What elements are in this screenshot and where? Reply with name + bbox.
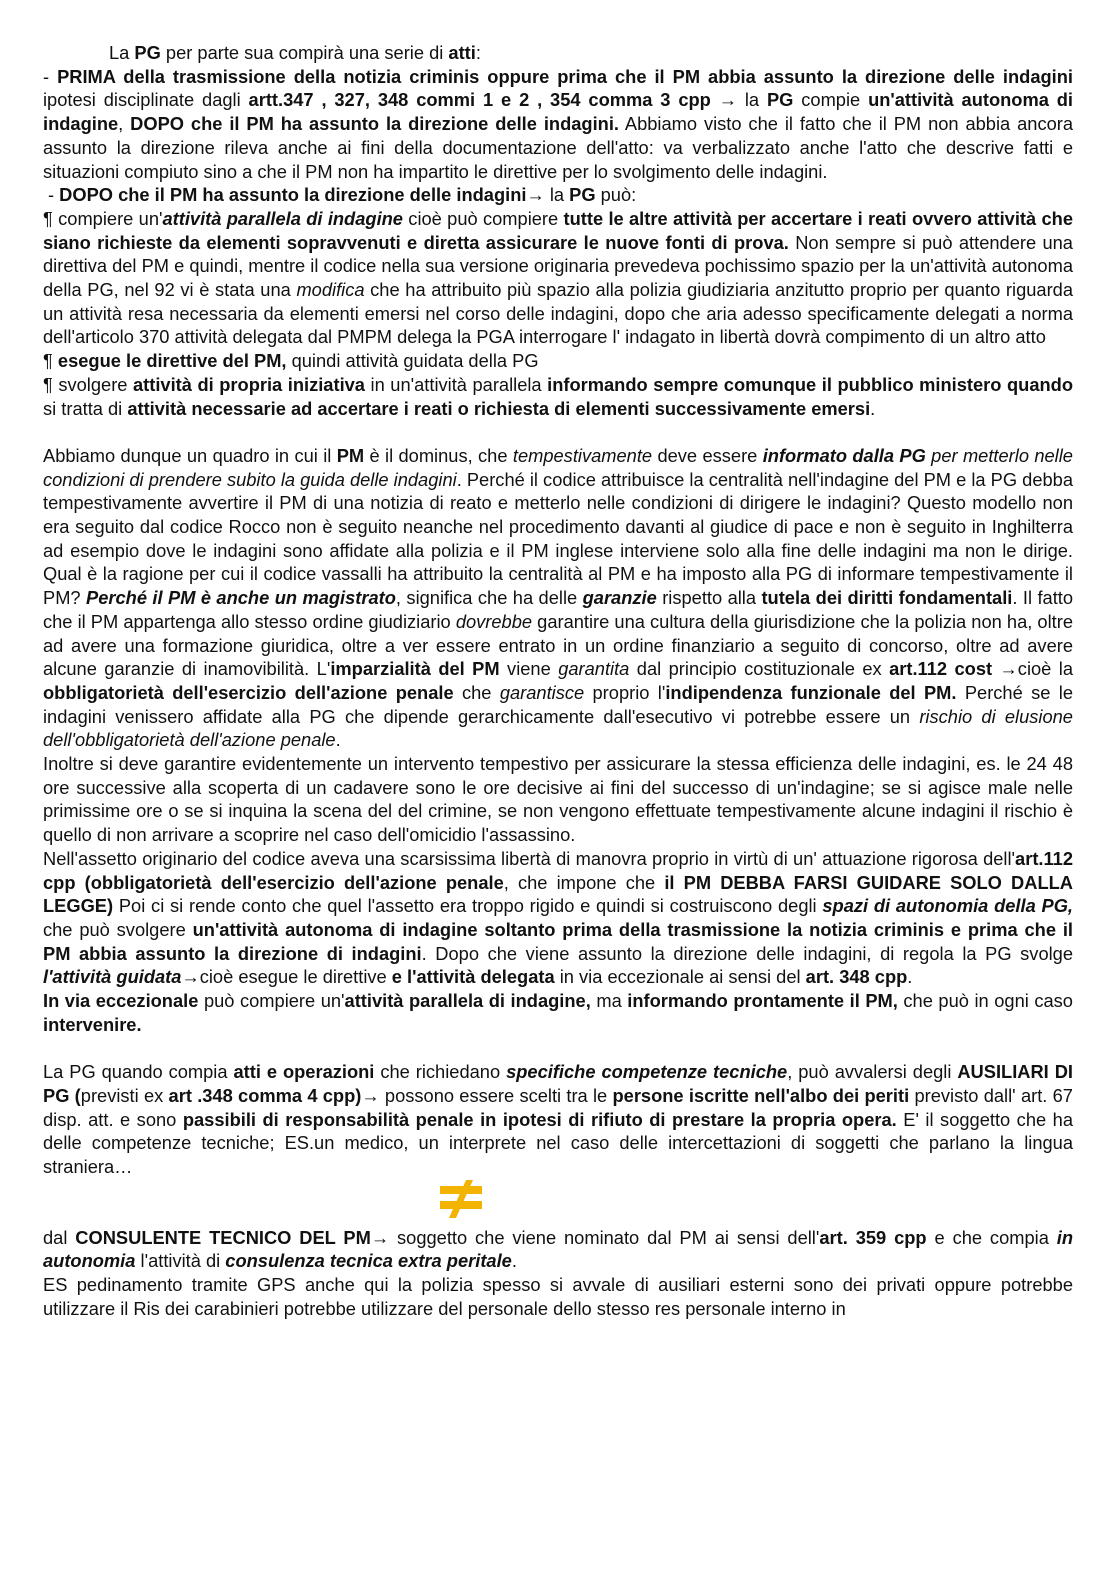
text-run: Inoltre si deve garantire evidentemente un intervento tempestivo per assicurare la stessa efficienza delle indagini, es. le 24 48 ore successive alla scoperta di un cadavere sono le ore decisive ai fini del successo di un'indagine; se si agisce male nelle primissime ore o se si inquina la scena del del crimine, se non vengono effettuate tempestivamente alcune indagini il rischio è quello di non arrivare a scoprire nel caso dell'omicidio l'assassino. — [43, 753, 1073, 846]
paragraph-12 — [43, 1273, 1073, 1320]
text-run: obbligatorietà dell'esercizio dell'azione penale — [43, 681, 454, 703]
text-run: informando sempre comunque il pubblico ministero quando — [547, 373, 1073, 395]
text-run: PM — [336, 444, 365, 466]
text-run: . Dopo che viene assunto la direzione delle indagini, di regola la PG svolge — [421, 942, 1074, 964]
text-run: che ha attribuito più spazio alla polizia giudiziaria anzitutto proprio per quanto riguarda un attività resa necessaria da elementi emersi nel corso delle indagini, dopo che aria adesso specificamente delegati a norma dell'articolo 370 attività delegata dal PMPM delega la PGA interrogare l' indagato in libertà dovrà compimento di un altro atto — [43, 279, 1073, 348]
text-run: rischio di elusione dell'obbligatorietà dell'azione penale — [43, 705, 1073, 751]
text-run: , che impone che — [503, 871, 665, 893]
text-run: →cioè la — [992, 658, 1073, 680]
text-run: l'attività guidata — [43, 966, 182, 988]
text-run: previsti ex — [80, 1084, 169, 1106]
text-run: esegue le direttive del PM, — [57, 350, 287, 372]
text-run: proprio l' — [584, 681, 666, 703]
text-run: : — [475, 42, 481, 63]
text-run: . — [335, 729, 341, 751]
text-run: garantita — [558, 658, 630, 680]
text-run: artt.347 , 327, 348 commi 1 e 2 , 354 comma 3 cpp — [248, 89, 711, 111]
text-run: rispetto alla — [656, 587, 762, 609]
text-run: in un'attività parallela — [364, 373, 548, 395]
text-run: . — [511, 1250, 517, 1272]
text-run: dal principio costituzionale ex — [629, 658, 890, 680]
text-run: . Il fatto che il PM appartenga allo stesso ordine giudiziario — [43, 587, 1074, 632]
text-run: soggetto che viene nominato dal PM ai sensi dell' — [389, 1226, 820, 1248]
text-run: La — [109, 42, 135, 63]
not-equal-slash — [449, 1180, 473, 1218]
text-run: , — [118, 113, 131, 135]
text-run: che richiedano — [374, 1061, 507, 1083]
text-run: DOPO che il PM ha assunto la direzione delle indagini — [59, 184, 527, 206]
text-run: persone iscritte nell'albo dei periti — [612, 1084, 910, 1106]
text-run: Perché il PM è anche un magistrato — [86, 587, 396, 609]
text-run: informando prontamente il PM, — [627, 990, 898, 1012]
text-run: possono essere scelti tra le — [379, 1084, 613, 1106]
text-run: il PM DEBBA FARSI GUIDARE SOLO DALLA LEGGE) — [43, 871, 1073, 917]
text-run: art.112 cpp (obbligatorietà dell'esercizio dell'azione penale — [43, 847, 1073, 893]
paragraph-7 — [43, 752, 1073, 847]
text-run: AUSILIARI DI PG ( — [43, 1061, 1073, 1106]
text-run: PG — [569, 184, 596, 206]
text-run: attività parallela di indagine — [162, 207, 403, 229]
text-run: PG — [766, 89, 794, 111]
text-run: →cioè esegue le direttive — [181, 966, 392, 988]
text-run: ipotesi disciplinate dagli — [43, 89, 249, 111]
text-run: modifica — [296, 279, 365, 301]
text-run: informato dalla PG — [762, 444, 926, 466]
text-run: ma — [590, 990, 628, 1012]
paragraph-9 — [43, 989, 1073, 1036]
text-run: garantisce — [499, 681, 585, 703]
text-run: e l'attività delegata — [391, 966, 555, 988]
paragraph-3 — [43, 207, 1073, 349]
text-run: art.112 cost — [889, 658, 993, 680]
text-run: . — [907, 966, 913, 988]
text-run: - — [43, 65, 58, 87]
icon-row — [43, 1179, 1073, 1226]
text-run: PG — [134, 42, 161, 63]
paragraph-6 — [43, 444, 1073, 752]
text-run: art. 348 cpp — [805, 966, 908, 988]
text-run: è il dominus, che — [364, 444, 513, 466]
text-run: può compiere un' — [198, 990, 345, 1012]
text-run: compie — [793, 89, 869, 111]
text-run: → la — [526, 184, 570, 206]
text-run: un'attività autonoma di indagine — [43, 89, 1073, 135]
text-run: previsto dall' art. 67 disp. att. e sono — [43, 1084, 1073, 1130]
text-run: quindi attività guidata della PG — [286, 350, 539, 372]
text-run: PRIMA della trasmissione della notizia criminis oppure prima che il PM abbia assunto la direzione delle indagini — [57, 65, 1074, 87]
text-run: si tratta di — [43, 397, 128, 419]
text-run: ¶ svolgere — [43, 373, 133, 395]
text-run: atti e operazioni — [233, 1061, 375, 1083]
paragraph-2 — [43, 183, 1073, 207]
text-run: specifiche competenze tecniche — [506, 1061, 788, 1083]
text-run: Perché se le indagini venissero affidate alla PG che dipende gerarchicamente dall'esecutivo vi potrebbe essere un — [43, 681, 1073, 727]
text-run: garanzie — [582, 587, 657, 609]
paragraph-0 — [43, 41, 1073, 65]
text-run: atti — [448, 42, 476, 63]
text-run: in autonomia — [43, 1226, 1074, 1272]
text-run: Nell'assetto originario del codice aveva una scarsissima libertà di manovra proprio in virtù di un' attuazione rigorosa dell' — [43, 847, 1016, 869]
text-run: tutela dei diritti fondamentali — [761, 587, 1013, 609]
text-run: deve essere — [652, 444, 763, 466]
paragraph-8 — [43, 847, 1073, 989]
text-run: in via eccezionale ai sensi del — [554, 966, 806, 988]
text-run: , significa che ha delle — [395, 587, 583, 609]
text-run: Non sempre si può attendere una direttiva del PM e quindi, mentre il codice nella sua versione originaria prevedeva pochissimo spazio per la un'attività autonoma della PG, nel 92 vi è stata una — [43, 231, 1073, 301]
text-run: art. 359 cpp — [819, 1226, 927, 1248]
text-run: Abbiamo dunque un quadro in cui il — [43, 444, 337, 466]
text-run: . — [870, 397, 876, 419]
text-run: . Perché il codice attribuisce la centralità nell'indagine del PM e la PG debba tempestivamente avvertire il PM di una notizia di reato e metterlo nelle condizioni di dirigere le indagini? Questo modello non era seguito dal codice Rocco non è seguito neanche nel procedimento davanti al giudice di pace e non è seguito in Inghilterra ad esempio dove le indagini sono affidate alla polizia e il PM inglese interviene solo alla fine delle indagini ma non le dirige. Qual è la ragione per cui il codice vassalli ha attribuito la centralità al PM e ha imposto alla PG di informare tempestivamente il PM? — [43, 468, 1073, 609]
text-run: un'attività autonoma di indagine soltanto prima della trasmissione la notizia criminis e prima che il PM abbia assunto la direzione di indagini — [43, 919, 1073, 964]
paragraph-4 — [43, 349, 1073, 373]
text-run: tempestivamente — [512, 444, 653, 466]
text-run: Poi ci si rende conto che quel l'assetto era troppo rigido e quindi si costruiscono degli — [113, 895, 823, 917]
text-run: passibili di responsabilità penale in ipotesi di rifiuto di prestare la propria opera. — [182, 1108, 897, 1130]
text-run: tutte le altre attività per accertare i reati ovvero attività che siano richieste da elementi sopravvenuti e diretta assicurare le nuove fonti di prova. — [43, 207, 1073, 253]
text-run: può: — [595, 184, 637, 206]
text-run: l'attività di — [135, 1250, 226, 1272]
text-run: attività necessarie ad accertare i reati o richiesta di elementi successivamente emersi — [127, 397, 871, 419]
text-run: viene — [499, 658, 559, 680]
text-run: intervenire. — [43, 1013, 142, 1035]
text-run: - — [48, 184, 60, 206]
document-body — [43, 41, 1073, 1321]
text-run: attività parallela di indagine, — [344, 990, 591, 1012]
text-run: DOPO che il PM ha assunto la direzione delle indagini. — [130, 113, 619, 135]
text-run: imparzialità del PM — [330, 658, 500, 680]
text-run: spazi di autonomia della PG, — [822, 895, 1074, 917]
paragraph-5 — [43, 373, 1073, 420]
text-run: cioè può compiere — [402, 207, 564, 229]
text-run: In via eccezionale — [43, 990, 199, 1012]
not-equal-icon — [438, 1180, 484, 1218]
text-run: che può in ogni caso — [897, 990, 1073, 1012]
text-run: dovrebbe — [455, 610, 533, 632]
text-run: consulenza tecnica extra peritale — [225, 1250, 512, 1272]
text-run: ¶ — [43, 350, 58, 372]
text-run: E' il soggetto che ha delle competenze tecniche; ES.un medico, un interprete nel caso delle intercettazioni di soggetti che parlano la lingua straniera… — [43, 1108, 1073, 1178]
text-run: art .348 comma 4 cpp)→ — [168, 1084, 380, 1106]
paragraph-1 — [43, 65, 1073, 184]
text-run: indipendenza funzionale del PM. — [665, 681, 957, 703]
text-run: per metterlo nelle condizioni di prendere subito la guida delle indagini — [43, 444, 1073, 490]
text-run: che — [453, 681, 500, 703]
text-run: ES pedinamento tramite GPS anche qui la polizia spesso si avvale di ausiliari esterni sono dei privati oppure potrebbe utilizzare il Ris dei carabinieri potrebbe utilizzare del personale dello stesso res personale interno in — [43, 1274, 1073, 1319]
text-run: CONSULENTE TECNICO DEL PM→ — [75, 1226, 390, 1248]
text-run: Abbiamo visto che il fatto che il PM non abbia ancora assunto la direzione rileva anche ai fini della documentazione dell'atto: va verbalizzato anche l'atto che descrive fatti e situazioni compiuto sino a che il PM non ha impartito le direttive per lo svolgimento delle indagini. — [43, 113, 1074, 182]
text-run: , può avvalersi degli — [787, 1061, 958, 1083]
text-run: che può svolgere — [43, 919, 193, 940]
text-run: per parte sua compirà una serie di — [160, 42, 449, 63]
text-run: e che compia — [926, 1226, 1057, 1248]
text-run: → la — [710, 89, 767, 111]
text-run: ¶ compiere un' — [43, 207, 163, 229]
text-run: La PG quando compia — [43, 1061, 234, 1083]
text-run: garantire una cultura della giurisdizione che la polizia non ha, oltre ad avere una formazione giuridica, oltre a ver essere entrato in un ordine finanziario a seguito di concorso, oltre ad avere alcune garanzie di inamovibilità. L' — [43, 610, 1073, 680]
paragraph-spacer — [43, 420, 1073, 444]
paragraph-11 — [43, 1226, 1073, 1273]
paragraph-10 — [43, 1060, 1073, 1179]
text-run: dal — [43, 1226, 76, 1248]
text-run: attività di propria iniziativa — [133, 373, 365, 395]
paragraph-spacer — [43, 1037, 1073, 1061]
